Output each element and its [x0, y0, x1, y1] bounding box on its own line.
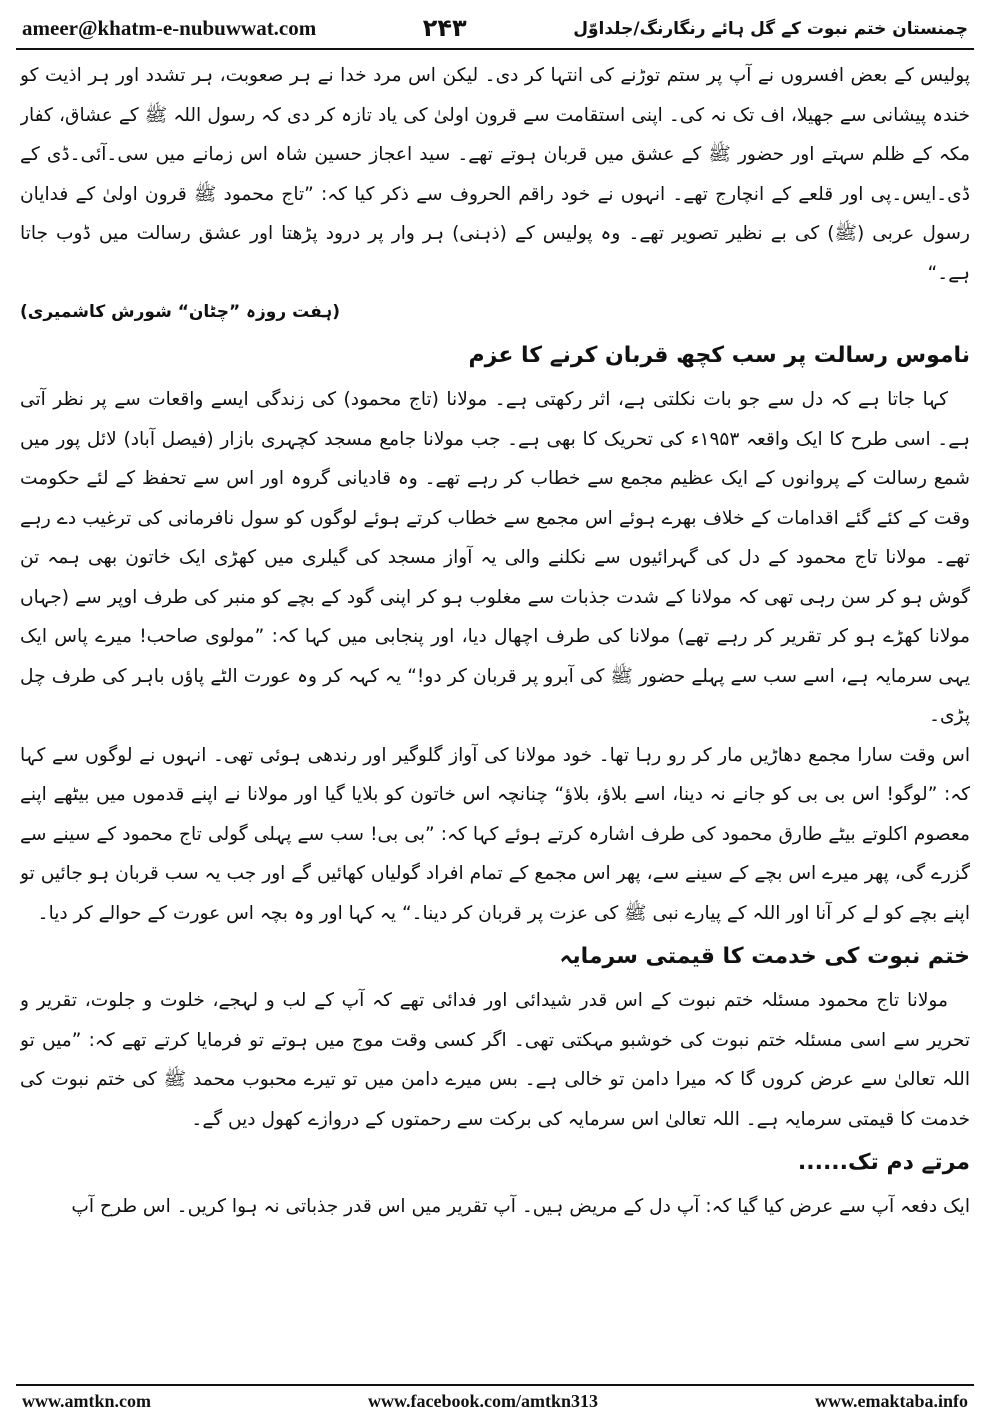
section-heading-2: ختم نبوت کی خدمت کا قیمتی سرمایہ: [559, 944, 970, 969]
section-heading-3: مرتے دم تک......: [797, 1150, 970, 1175]
paragraph-2: کہا جاتا ہے کہ دل سے جو بات نکلتی ہے، اثر رکھتی ہے۔ مولانا (تاج محمود) کی زندگی ایسے واقعات سے پر نظر آتی ہے۔ اسی طرح کا ایک واقعہ ۱۹۵۳ء کی تحریک کا بھی ہے۔ جب مولانا جامع مسجد کچہری بازار (فیصل آباد) لائل پور میں شمع رسالت کے پروانوں کے ایک عظیم مجمع سے خطاب کر رہے تھے۔ وہ قادیانی گروہ اور اس سے تحفظ کے لئے حکومت وقت کے کئے گئے اقدامات کے خلاف بھرے ہوئے اس مجمع سے خطاب کرتے ہوئے لوگوں کو سول نافرمانی کی ترغیب دے رہے تھے۔ مولانا تاج محمود کے دل کی گہرائیوں سے نکلنے والی یہ آواز مسجد کی گیلری میں کھڑی ایک خاتون بھی ہمہ تن گوش ہو کر سن رہی تھی کہ مولانا کے شدت جذبات سے مغلوب ہو کر اپنی گود کے بچے کو منبر کی طرف اوپر سے (جہاں مولانا کھڑے ہو کر تقریر کر رہے تھے) مولانا کی طرف اچھال دیا، اور پنجابی میں کہا کہ: ”مولوی صاحب! میرے پاس ایک یہی سرمایہ ہے، اسے سب سے پہلے حضور ﷺ کی آبرو پر قربان کر دو!“ یہ کہہ کر وہ عورت الٹے پاؤں باہر کی طرف چل پڑی۔: [20, 389, 970, 726]
footer-link-center[interactable]: www.facebook.com/amtkn313: [367, 1390, 598, 1411]
paragraph-1-text: پولیس کے بعض افسروں نے آپ پر ستم توڑنے کی انتہا کر دی۔ لیکن اس مرد خدا نے ہر صعوبت، ہر تشدد اور ہر اذیت کو خندہ پیشانی سے جھیلا، اف تک نہ کی۔ اپنی استقامت سے قرون اولیٰ کی یاد تازہ کر دی کہ رسول اللہ ﷺ کے عشاق، کفار مکہ کے ظلم سہتے اور حضور ﷺ کے عشق میں قربان ہوتے تھے۔ سید اعجاز حسین شاہ اس زمانے میں سی۔آئی۔ڈی کے ڈی۔ایس۔پی اور قلعے کے انچارج تھے۔ انہوں نے خود راقم الحروف سے ذکر کیا کہ: ”تاج محمود ﷺ قرون اولیٰ کے فدایان رسول عربی (ﷺ) کی بے نظیر تصویر تھے۔ وہ پولیس کے (ذہنی) ہر وار پر درود پڑھتا اور عشق رسالت میں ڈوب جاتا ہے۔“: [20, 65, 970, 284]
source-citation: (ہفت روزہ ”چٹان“ شورش کاشمیری): [20, 302, 341, 322]
section-heading-1: ناموس رسالت پر سب کچھ قربان کرنے کا عزم: [468, 343, 970, 368]
header-email: ameer@khatm-e-nubuwwat.com: [22, 15, 317, 40]
book-title: چمنستان ختم نبوت کے گل ہائے رنگارنگ/جلداوّل: [573, 18, 968, 39]
paragraph-1: [20, 56, 970, 332]
page-header: [22, 10, 968, 46]
paragraph-5: ایک دفعہ آپ سے عرض کیا گیا کہ: آپ دل کے مریض ہیں۔ آپ تقریر میں اس قدر جذباتی نہ ہوا کریں۔ اس طرح آپ: [71, 1196, 970, 1217]
paragraph-3: اس وقت سارا مجمع دھاڑیں مار کر رو رہا تھا۔ خود مولانا کی آواز گلوگیر اور رندھی ہوئی تھی۔ انہوں نے لوگوں سے کہا کہ: ”لوگو! اس بی بی کو جانے نہ دینا، اسے بلاؤ، بلاؤ“ چنانچہ اس خاتون کو بلایا گیا اور مولانا نے اپنے قدموں میں بیٹھے اپنے معصوم اکلوتے بیٹے طارق محمود کی طرف اشارہ کرتے ہوئے کہا کہ: ”بی بی! سب سے پہلی گولی تاج محمود کے سینے سے گزرے گی، پھر میرے اس بچے کے سینے سے، پھر اس مجمع کے تمام افراد گولیاں کھائیں گے اور جب یہ سب قربان ہو جائیں تو اپنے بچے کو لے کر آنا اور اللہ کے پیارے نبی ﷺ کی عزت پر قربان کر دینا۔“ یہ کہا اور وہ بچہ اس عورت کے حوالے کر دیا۔: [20, 744, 970, 924]
paragraph-4: مولانا تاج محمود مسئلہ ختم نبوت کے اس قدر شیدائی اور فدائی تھے کہ آپ کے لب و لہجے، خلوت و جلوت، تقریر و تحریر سے اسی مسئلہ ختم نبوت کی خوشبو مہکتی تھی۔ اگر کسی وقت موج میں ہوتے تو فرمایا کرتے تھے کہ: ”میں تو اللہ تعالیٰ سے عرض کروں گا کہ میرا دامن تو خالی ہے۔ بس میرے دامن میں تو تیرے محبوب محمد ﷺ کی ختم نبوت کی خدمت کا قیمتی سرمایہ ہے۔ اللہ تعالیٰ اس سرمایہ کی برکت سے رحمتوں کے دروازے کھول دیں گے۔: [20, 990, 970, 1130]
page-footer: [22, 1388, 968, 1414]
page-number: ۲۴۳: [422, 14, 467, 42]
page-body: [20, 56, 970, 1378]
header-divider: [16, 48, 974, 50]
footer-link-right[interactable]: www.emaktaba.info: [814, 1390, 968, 1411]
footer-link-left[interactable]: www.amtkn.com: [22, 1390, 151, 1411]
footer-divider: [16, 1384, 974, 1386]
